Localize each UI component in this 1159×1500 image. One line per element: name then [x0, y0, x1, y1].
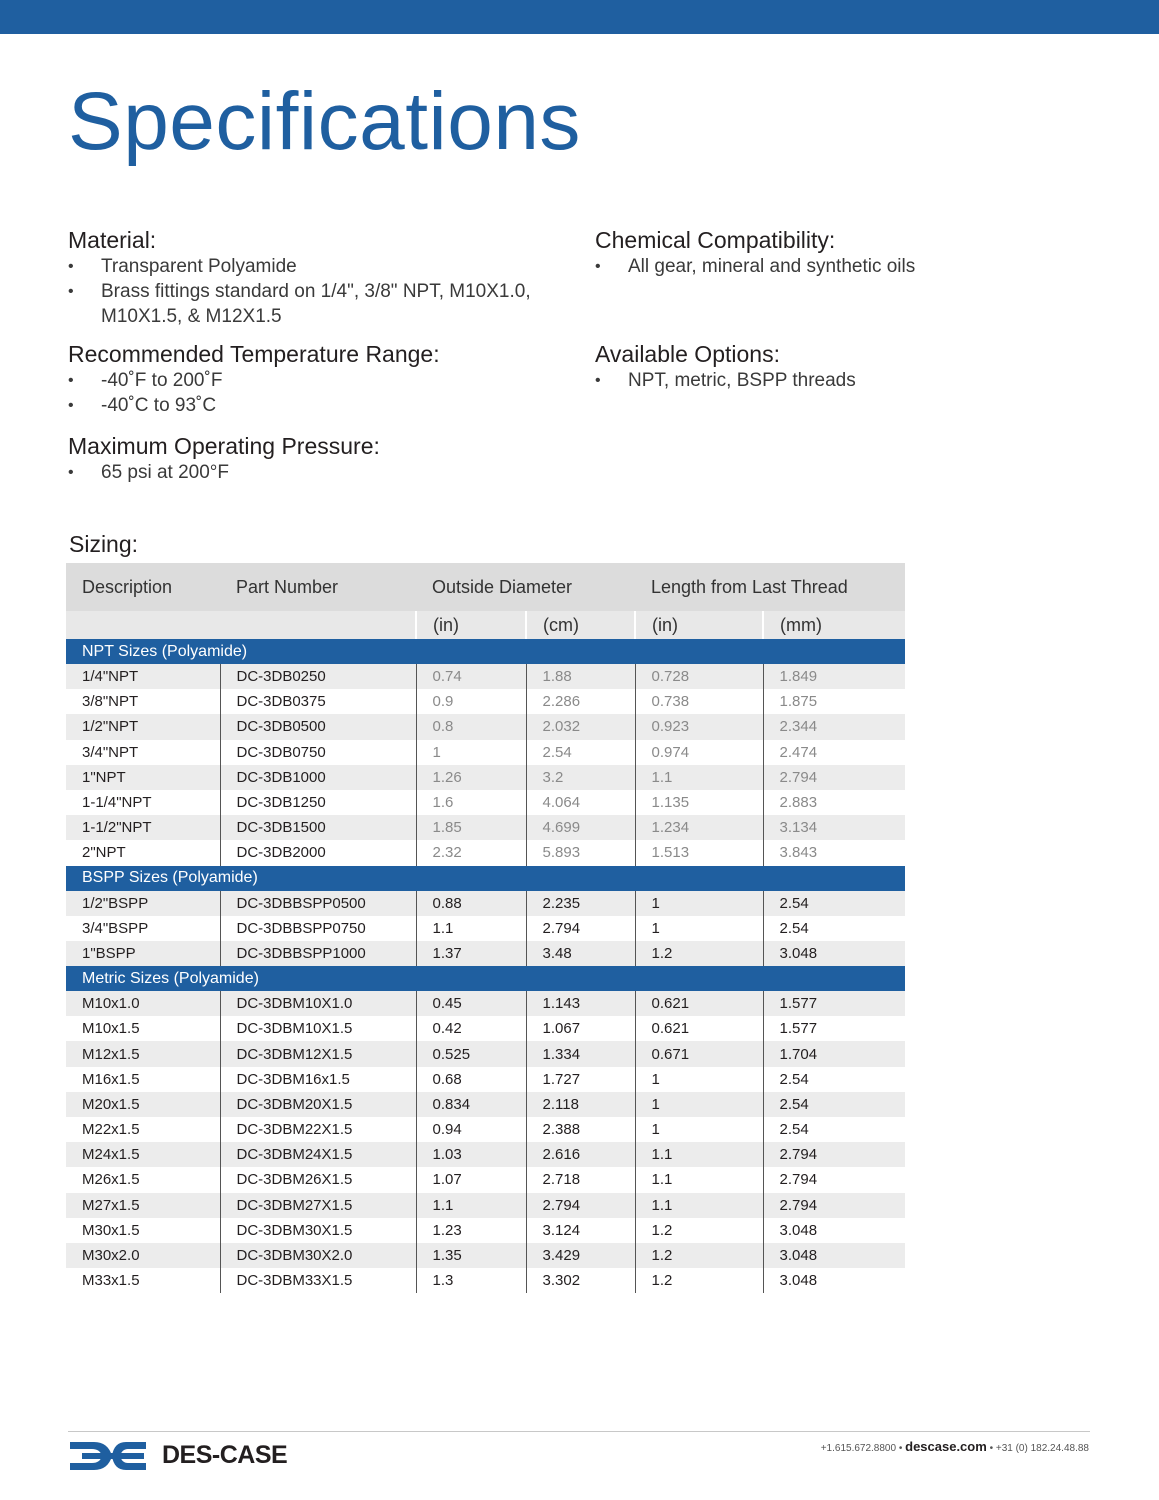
cell-part-number: DC-3DBM22X1.5	[220, 1117, 416, 1142]
cell-description: M10x1.5	[82, 1020, 140, 1038]
cell-description: 1/2"BSPP	[66, 891, 220, 916]
cell-len-in: 1.1	[635, 1142, 763, 1167]
table-row	[66, 790, 905, 815]
cell-part-number: DC-3DBM10X1.5	[220, 1016, 416, 1041]
cell-od-cm: 3.124	[526, 1218, 635, 1243]
unit-len-mm: (mm)	[763, 611, 905, 639]
cell-len-in: 1	[635, 1092, 763, 1117]
cell-description: M12x1.5	[66, 1041, 220, 1066]
cell-od-in: 0.88	[416, 891, 526, 916]
unit-empty	[66, 611, 220, 639]
table-row	[66, 1117, 905, 1142]
cell-len-mm: 3.048	[763, 1268, 905, 1293]
cell-len-in: 1.2	[635, 1243, 763, 1268]
spec-heading: Available Options:	[595, 341, 780, 367]
cell-od-in: 0.74	[416, 664, 526, 689]
cell-len-mm: 2.794	[763, 1167, 905, 1192]
table-row	[66, 1218, 905, 1243]
cell-od-in: 0.94	[416, 1117, 526, 1142]
cell-len-in: 0.621	[635, 991, 763, 1016]
cell-part-number: DC-3DB0250	[220, 664, 416, 689]
cell-od-cm: 1.067	[526, 1016, 635, 1041]
spec-material	[68, 226, 568, 329]
cell-od-in: 1.26	[416, 765, 526, 790]
website-link[interactable]: descase.com	[905, 1439, 987, 1454]
cell-len-in: 1	[635, 891, 763, 916]
cell-len-mm: 3.134	[763, 815, 905, 840]
cell-part-number: DC-3DB2000	[220, 840, 416, 865]
table-row	[66, 916, 905, 941]
cell-od-cm: 2.032	[526, 714, 635, 739]
spec-chemical	[595, 226, 1075, 279]
table-row	[66, 664, 905, 689]
cell-len-mm: 3.048	[763, 1218, 905, 1243]
sizing-heading: Sizing:	[69, 531, 139, 557]
cell-part-number: DC-3DBM16x1.5	[220, 1067, 416, 1092]
group-row	[66, 866, 905, 891]
spec-item: • -40˚F to 200˚F	[68, 368, 568, 393]
sizing-table	[66, 563, 905, 1293]
cell-od-cm: 3.302	[526, 1268, 635, 1293]
cell-od-cm: 2.794	[526, 916, 635, 941]
cell-len-in: 1	[635, 1067, 763, 1092]
cell-len-in: 1.513	[635, 840, 763, 865]
cell-len-in: 1.234	[635, 815, 763, 840]
cell-od-in: 0.8	[416, 714, 526, 739]
table-row	[66, 714, 905, 739]
cell-od-in: 1.07	[416, 1167, 526, 1192]
spec-heading: Recommended Temperature Range:	[68, 341, 440, 367]
col-outside-diameter: Outside Diameter	[416, 563, 635, 611]
cell-len-in: 1.2	[635, 1268, 763, 1293]
spec-item: • NPT, metric, BSPP threads	[595, 368, 1075, 393]
cell-od-cm: 1.727	[526, 1067, 635, 1092]
cell-od-in: 1.6	[416, 790, 526, 815]
cell-part-number: DC-3DBBSPP1000	[220, 941, 416, 966]
cell-len-mm: 2.344	[763, 714, 905, 739]
table-row	[66, 1268, 905, 1293]
cell-description: 1"BSPP	[66, 941, 220, 966]
cell-od-cm: 2.616	[526, 1142, 635, 1167]
cell-od-in: 1.23	[416, 1218, 526, 1243]
cell-od-cm: 1.143	[526, 991, 635, 1016]
cell-len-in: 0.621	[635, 1016, 763, 1041]
logo-text: DES-CASE	[162, 1441, 288, 1469]
cell-od-in: 1.37	[416, 941, 526, 966]
cell-len-in: 1.2	[635, 1218, 763, 1243]
spec-item: • -40˚C to 93˚C	[68, 393, 568, 418]
cell-description: 3/4"BSPP	[82, 919, 149, 937]
cell-od-cm: 4.064	[526, 790, 635, 815]
group-title: Metric Sizes (Polyamide)	[66, 966, 905, 991]
cell-len-in: 1	[635, 916, 763, 941]
cell-od-cm: 2.118	[526, 1092, 635, 1117]
cell-od-cm: 3.2	[526, 765, 635, 790]
cell-description: 1/2"NPT	[66, 714, 220, 739]
cell-description: M22x1.5	[82, 1121, 140, 1139]
cell-len-mm: 1.577	[763, 1016, 905, 1041]
cell-len-mm: 2.794	[763, 765, 905, 790]
cell-od-cm: 5.893	[526, 840, 635, 865]
table-row	[66, 1016, 905, 1041]
cell-len-mm: 2.794	[763, 1142, 905, 1167]
cell-description: M10x1.0	[66, 991, 220, 1016]
table-row	[66, 1243, 905, 1268]
cell-part-number: DC-3DB1000	[220, 765, 416, 790]
cell-od-cm: 3.429	[526, 1243, 635, 1268]
cell-len-mm: 2.54	[763, 916, 905, 941]
table-row	[66, 1167, 905, 1192]
cell-od-in: 1.03	[416, 1142, 526, 1167]
cell-len-mm: 2.474	[763, 740, 905, 765]
cell-description: M30x1.5	[82, 1221, 140, 1239]
cell-len-mm: 3.048	[763, 1243, 905, 1268]
spec-heading: Maximum Operating Pressure:	[68, 433, 380, 459]
cell-part-number: DC-3DBM27X1.5	[220, 1193, 416, 1218]
cell-part-number: DC-3DBM30X1.5	[220, 1218, 416, 1243]
cell-description: M30x2.0	[66, 1243, 220, 1268]
cell-description: M26x1.5	[82, 1171, 140, 1189]
unit-empty	[220, 611, 416, 639]
cell-len-in: 0.671	[635, 1041, 763, 1066]
cell-od-cm: 2.235	[526, 891, 635, 916]
cell-len-in: 1.1	[635, 1193, 763, 1218]
group-title: NPT Sizes (Polyamide)	[66, 639, 905, 664]
footer-contact	[821, 1441, 1089, 1455]
col-length: Length from Last Thread	[635, 563, 905, 611]
cell-part-number: DC-3DB0375	[220, 689, 416, 714]
cell-len-mm: 2.54	[763, 891, 905, 916]
cell-len-mm: 2.54	[763, 1117, 905, 1142]
group-row	[66, 639, 905, 664]
cell-description: M16x1.5	[82, 1070, 140, 1088]
cell-od-in: 0.45	[416, 991, 526, 1016]
phone-us: +1.615.672.8800 •	[820, 1443, 903, 1454]
cell-description: 3/8"NPT	[82, 693, 139, 711]
cell-len-mm: 3.048	[763, 941, 905, 966]
cell-od-cm: 2.286	[526, 689, 635, 714]
cell-part-number: DC-3DBM24X1.5	[220, 1142, 416, 1167]
cell-len-mm: 1.849	[763, 664, 905, 689]
cell-od-cm: 2.54	[526, 740, 635, 765]
cell-od-cm: 1.334	[526, 1041, 635, 1066]
cell-od-cm: 4.699	[526, 815, 635, 840]
group-title: BSPP Sizes (Polyamide)	[66, 866, 905, 891]
table-row	[66, 765, 905, 790]
spec-list	[68, 368, 568, 418]
cell-len-in: 1.2	[635, 941, 763, 966]
cell-part-number: DC-3DBM12X1.5	[220, 1041, 416, 1066]
spec-options	[595, 340, 1075, 393]
table-row	[66, 941, 905, 966]
spec-pressure	[68, 432, 568, 485]
cell-len-mm: 2.883	[763, 790, 905, 815]
col-description: Description	[66, 563, 220, 611]
cell-len-in: 1.135	[635, 790, 763, 815]
spec-item: • 65 psi at 200°F	[68, 460, 568, 485]
spec-list	[68, 254, 568, 329]
footer-divider	[68, 1431, 1090, 1432]
group-row	[66, 966, 905, 991]
cell-len-in: 1	[635, 1117, 763, 1142]
cell-len-in: 0.923	[635, 714, 763, 739]
spec-heading: Chemical Compatibility:	[595, 227, 836, 253]
cell-description: 1/4"NPT	[66, 664, 220, 689]
top-banner	[0, 0, 1159, 34]
cell-od-in: 0.9	[416, 689, 526, 714]
cell-od-in: 1.1	[416, 916, 526, 941]
unit-len-in: (in)	[635, 611, 763, 639]
cell-od-in: 0.68	[416, 1067, 526, 1092]
cell-len-mm: 3.843	[763, 840, 905, 865]
cell-len-mm: 2.794	[763, 1193, 905, 1218]
cell-od-cm: 3.48	[526, 941, 635, 966]
cell-description: M20x1.5	[66, 1092, 220, 1117]
cell-description: 2"NPT	[82, 844, 126, 862]
cell-part-number: DC-3DBM10X1.0	[220, 991, 416, 1016]
unit-od-cm: (cm)	[526, 611, 635, 639]
cell-len-in: 1.1	[635, 765, 763, 790]
col-part-number: Part Number	[220, 563, 416, 611]
table-row	[66, 689, 905, 714]
table-row	[66, 1193, 905, 1218]
cell-description: M33x1.5	[82, 1272, 140, 1290]
cell-part-number: DC-3DBM26X1.5	[220, 1167, 416, 1192]
cell-od-cm: 2.794	[526, 1193, 635, 1218]
spec-temperature	[68, 340, 568, 418]
sizing-body	[66, 639, 905, 1293]
cell-od-in: 0.834	[416, 1092, 526, 1117]
cell-len-mm: 1.875	[763, 689, 905, 714]
cell-part-number: DC-3DB1250	[220, 790, 416, 815]
cell-description: 3/4"NPT	[82, 743, 139, 761]
spec-list	[68, 460, 568, 485]
cell-part-number: DC-3DBBSPP0500	[220, 891, 416, 916]
cell-od-in: 2.32	[416, 840, 526, 865]
des-case-logo-icon	[68, 1439, 158, 1473]
cell-od-in: 1.1	[416, 1193, 526, 1218]
table-row	[66, 1092, 905, 1117]
cell-od-cm: 2.718	[526, 1167, 635, 1192]
spec-item: • All gear, mineral and synthetic oils	[595, 254, 1075, 279]
cell-len-mm: 1.704	[763, 1041, 905, 1066]
cell-description: M24x1.5	[66, 1142, 220, 1167]
cell-od-in: 1.35	[416, 1243, 526, 1268]
cell-part-number: DC-3DB1500	[220, 815, 416, 840]
spec-item: • Brass fittings standard on 1/4", 3/8" NPT, M10X1.0, M10X1.5, & M12X1.5	[68, 279, 538, 329]
cell-description: 1"NPT	[66, 765, 220, 790]
table-unit-row	[66, 611, 905, 639]
cell-od-in: 1.85	[416, 815, 526, 840]
cell-len-in: 1.1	[635, 1167, 763, 1192]
table-row	[66, 1067, 905, 1092]
cell-od-cm: 1.88	[526, 664, 635, 689]
cell-part-number: DC-3DBM33X1.5	[220, 1268, 416, 1293]
cell-description: 1-1/4"NPT	[82, 794, 152, 812]
table-row	[66, 740, 905, 765]
cell-len-in: 0.974	[635, 740, 763, 765]
cell-od-in: 1.3	[416, 1268, 526, 1293]
table-row	[66, 991, 905, 1016]
cell-part-number: DC-3DBM20X1.5	[220, 1092, 416, 1117]
cell-part-number: DC-3DB0750	[220, 740, 416, 765]
spec-item: • Transparent Polyamide	[68, 254, 568, 279]
phone-eu: • +31 (0) 182.24.48.88	[989, 1443, 1089, 1454]
spec-list	[595, 254, 1075, 279]
cell-len-in: 0.728	[635, 664, 763, 689]
cell-od-in: 0.42	[416, 1016, 526, 1041]
table-row	[66, 840, 905, 865]
cell-description: M27x1.5	[66, 1193, 220, 1218]
cell-part-number: DC-3DB0500	[220, 714, 416, 739]
cell-len-mm: 2.54	[763, 1067, 905, 1092]
cell-part-number: DC-3DBBSPP0750	[220, 916, 416, 941]
cell-part-number: DC-3DBM30X2.0	[220, 1243, 416, 1268]
cell-len-in: 0.738	[635, 689, 763, 714]
cell-od-cm: 2.388	[526, 1117, 635, 1142]
table-row	[66, 891, 905, 916]
spec-heading: Material:	[68, 227, 157, 253]
cell-description: 1-1/2"NPT	[66, 815, 220, 840]
table-header-row	[66, 563, 905, 611]
cell-od-in: 0.525	[416, 1041, 526, 1066]
cell-len-mm: 1.577	[763, 991, 905, 1016]
cell-len-mm: 2.54	[763, 1092, 905, 1117]
cell-od-in: 1	[416, 740, 526, 765]
unit-od-in: (in)	[416, 611, 526, 639]
spec-list	[595, 368, 1075, 393]
table-row	[66, 1142, 905, 1167]
page-title: Specifications	[68, 76, 581, 167]
table-row	[66, 815, 905, 840]
table-row	[66, 1041, 905, 1066]
